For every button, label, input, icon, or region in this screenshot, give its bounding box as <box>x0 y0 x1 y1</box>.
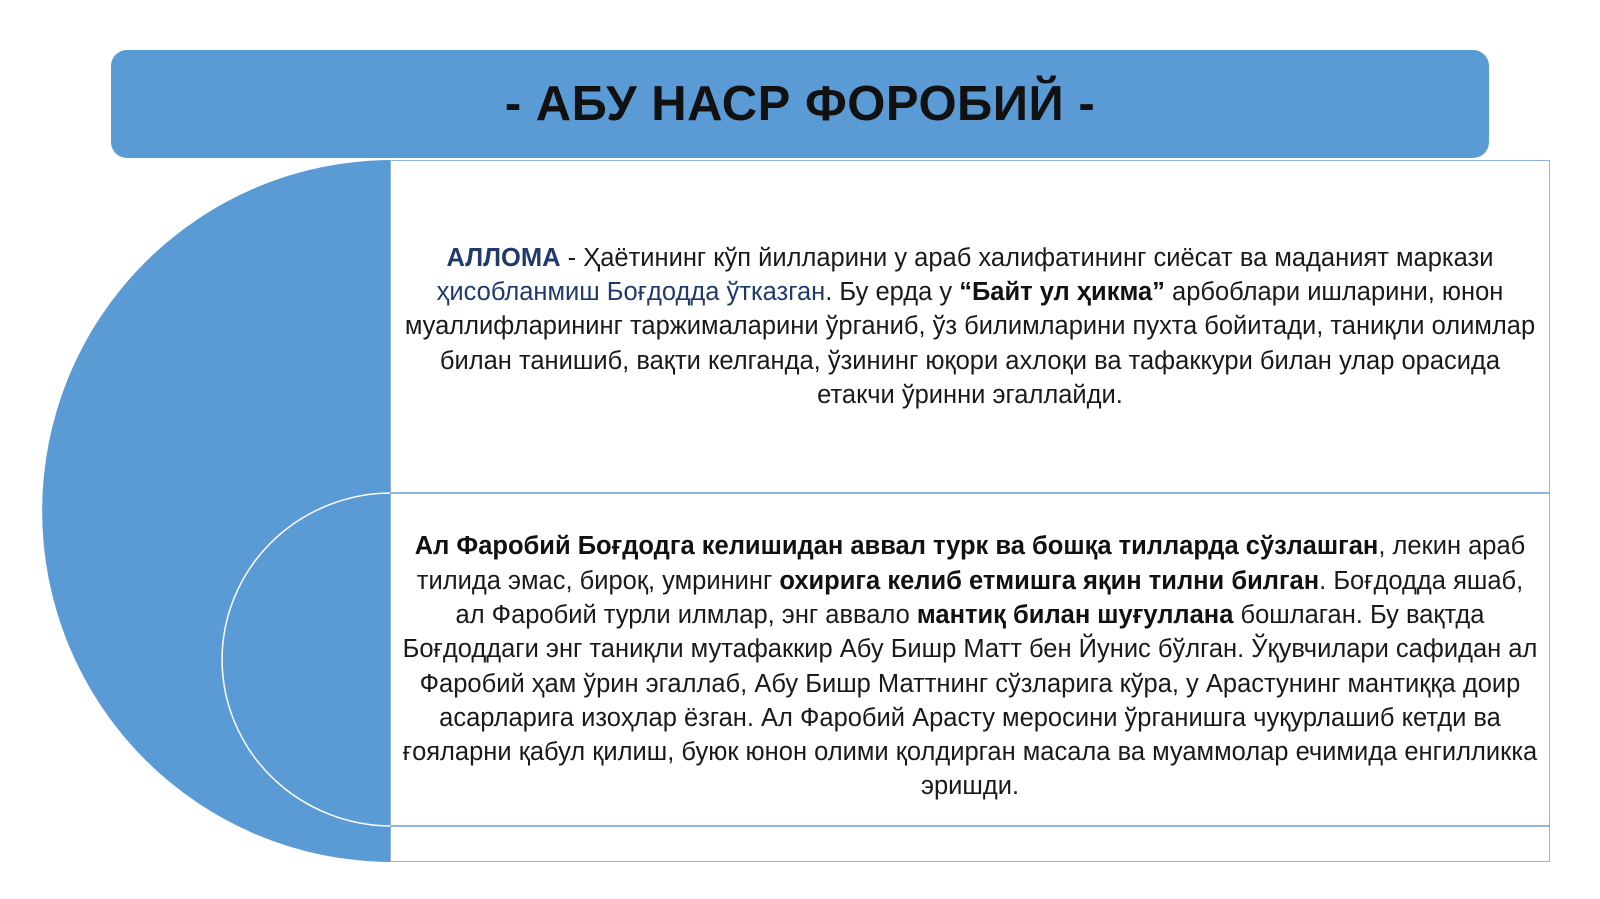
paragraph-text: . Бу ерда у <box>825 278 960 307</box>
keyword-allama: АЛЛОМА <box>446 243 561 272</box>
bold-bayt-ul-hikma: “Байт ул ҳикма” <box>959 278 1165 307</box>
paragraph-allama <box>391 241 1549 412</box>
bold-languages-before: Ал Фаробий Боғдодга келишидан аввал турк ва бошқа тилларда сўзлашган <box>414 532 1379 561</box>
paragraph-text: . Боғдодда яшаб, ал Фаробий турли илмлар, энг аввало <box>455 566 1524 629</box>
paragraph-farabi <box>391 529 1549 803</box>
slide-title: - АБУ НАСР ФОРОБИЙ - <box>504 77 1096 131</box>
empty-footer-box <box>390 826 1550 862</box>
highlight-baghdad: ҳисобланмиш Боғдодда ўтказган <box>436 278 826 307</box>
bold-seventy-languages: охирига келиб етмишга яқин тилни билган <box>779 566 1320 595</box>
text-box-allama <box>390 160 1550 493</box>
paragraph-text: , лекин араб тилида эмас, бироқ, умрининг <box>416 532 1526 595</box>
paragraph-text: - Ҳаётининг кўп йилларини у араб халифатининг сиёсат ва маданият маркази <box>560 243 1494 272</box>
paragraph-text: бошлаган. Бу вақтда Боғдоддаги энг таниқли мутафаккир Абу Бишр Матт бен Йунис бўлган. Ўқувчилари сафидан ал Фаробий ҳам ўрин эгаллаб, Абу Бишр Маттнинг сўзларига кўра, у Арастунинг мантиққа доир асарларига изоҳлар ёзган. Ал Фаробий Арасту меросини ўрганишга чуқурлашиб кетди ва ғояларни қабул қилиш, буюк юнон олими қолдирган масала ва муаммолар ечимида енгилликка эришди. <box>402 600 1538 801</box>
paragraph-text: арбоблари ишларини, юнон муаллифларининг таржималарини ўрганиб, ўз билимларини пухта бойитади, таниқли олимлар билан танишиб, вақти келганда, ўзининг юқори ахлоқи ва тафаккури билан улар орасида етакчи ўринни эгаллайди. <box>404 278 1536 409</box>
outer-arc-shape <box>42 160 392 862</box>
bold-logic: мантиқ билан шуғуллана <box>916 600 1234 629</box>
title-banner <box>111 50 1489 158</box>
text-box-farabi-languages <box>390 493 1550 826</box>
